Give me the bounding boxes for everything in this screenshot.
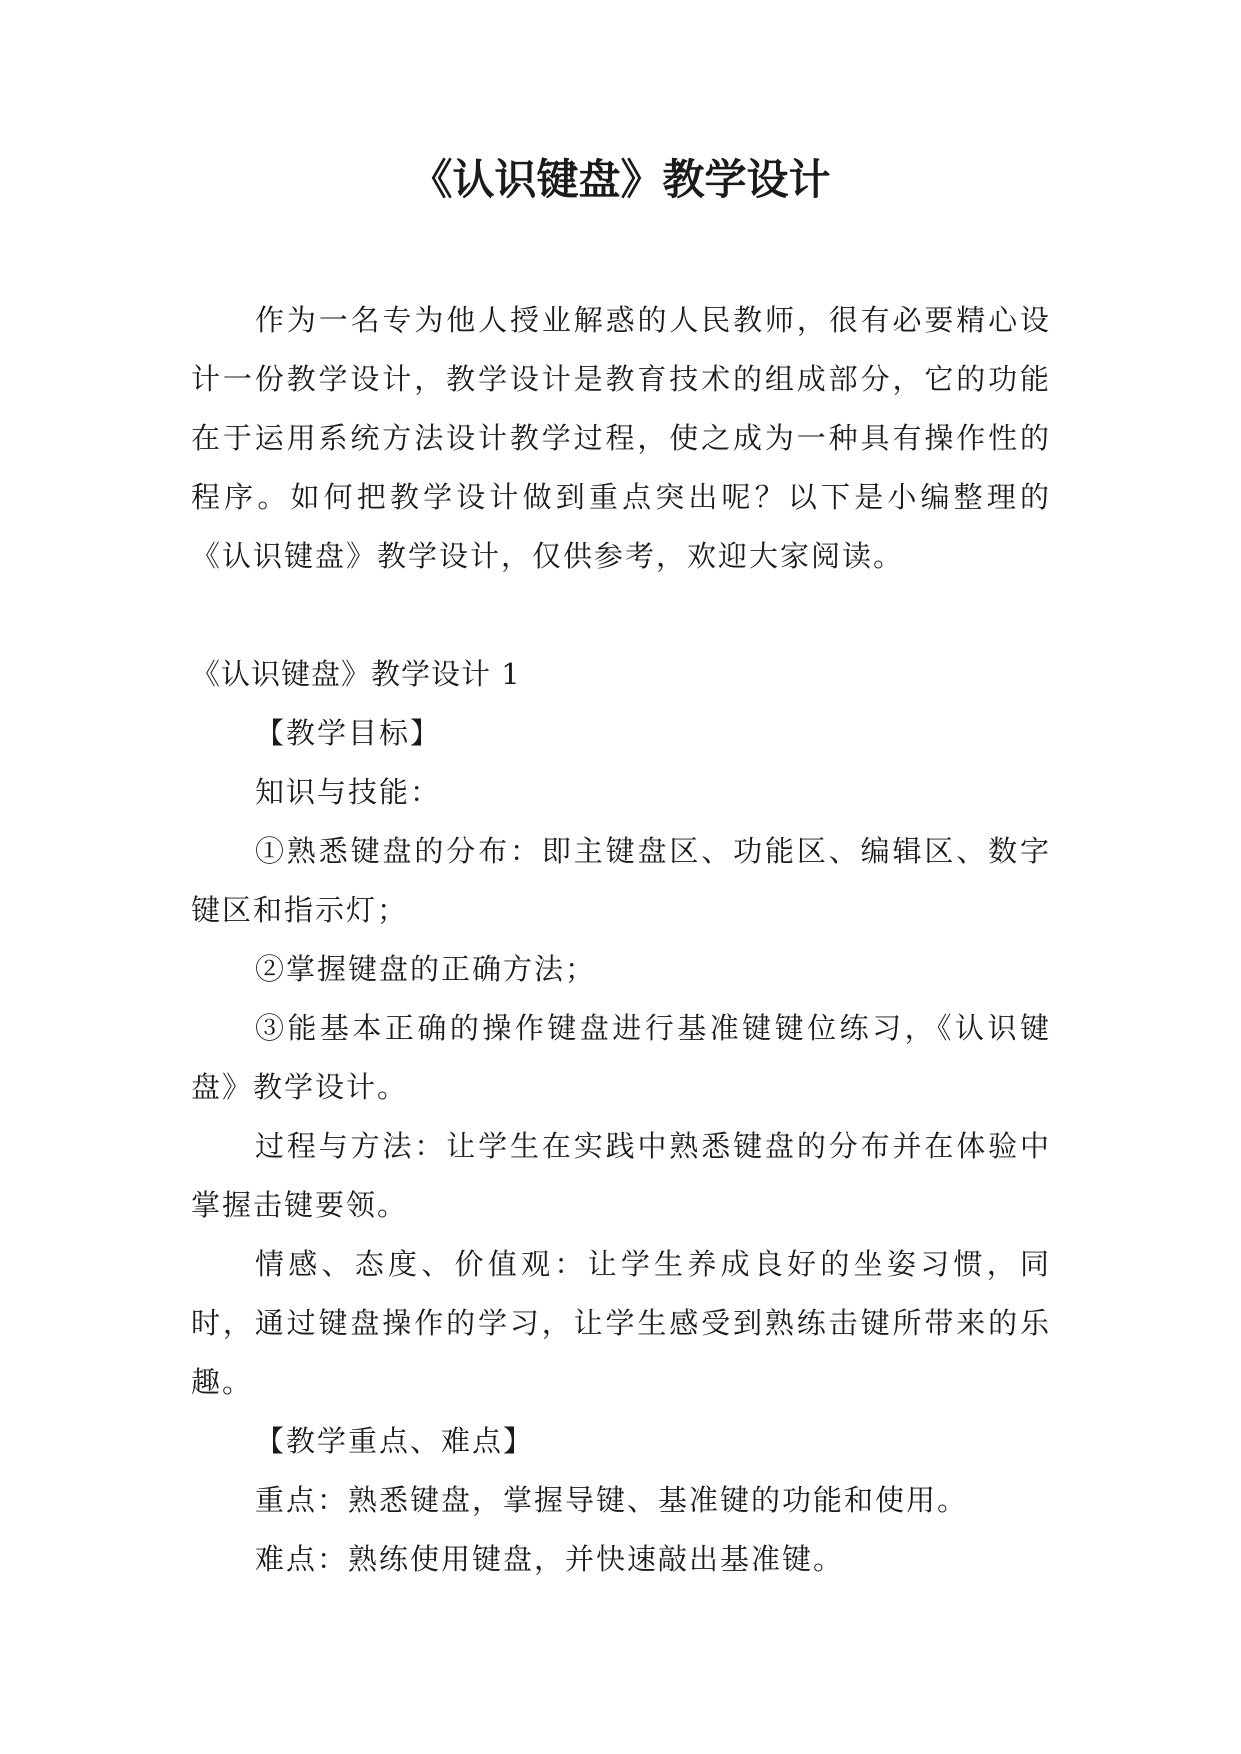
paragraph-spacer <box>191 586 1051 645</box>
document-title: 《认识键盘》教学设计 <box>410 155 831 204</box>
intro-paragraph: 作为一名专为他人授业解惑的人民教师，很有必要精心设计一份教学设计，教学设计是教育技术的组成部分，它的功能在于运用系统方法设计教学过程，使之成为一种具有操作性的程序。如何把教学设计做到重点突出呢？以下是小编整理的《认识键盘》教学设计，仅供参考，欢迎大家阅读。 <box>191 303 1051 573</box>
paragraph-knowledge-skills: 知识与技能： <box>255 775 442 809</box>
paragraph-key-point: 重点：熟悉键盘，掌握导键、基准键的功能和使用。 <box>255 1483 969 1517</box>
section-title: 《认识键盘》教学设计 1 <box>191 657 521 691</box>
paragraph-difficulty: 难点：熟练使用键盘，并快速敲出基准键。 <box>255 1542 845 1576</box>
paragraph-item-1: ①熟悉键盘的分布：即主键盘区、功能区、编辑区、数字键区和指示灯； <box>191 834 1051 927</box>
paragraph-item-3: ③能基本正确的操作键盘进行基准键键位练习，《认识键盘》教学设计。 <box>191 1011 1051 1104</box>
paragraph-process-methods: 过程与方法：让学生在实践中熟悉键盘的分布并在体验中掌握击键要领。 <box>191 1129 1051 1222</box>
paragraph-item-2: ②掌握键盘的正确方法； <box>255 952 597 986</box>
document-body <box>191 291 1051 1589</box>
paragraph-emotion-values: 情感、态度、价值观：让学生养成良好的坐姿习惯，同时，通过键盘操作的学习，让学生感受到熟练击键所带来的乐趣。 <box>191 1247 1051 1399</box>
paragraph-objectives-heading: 【教学目标】 <box>255 716 442 750</box>
paragraph-key-points-heading: 【教学重点、难点】 <box>255 1424 535 1458</box>
